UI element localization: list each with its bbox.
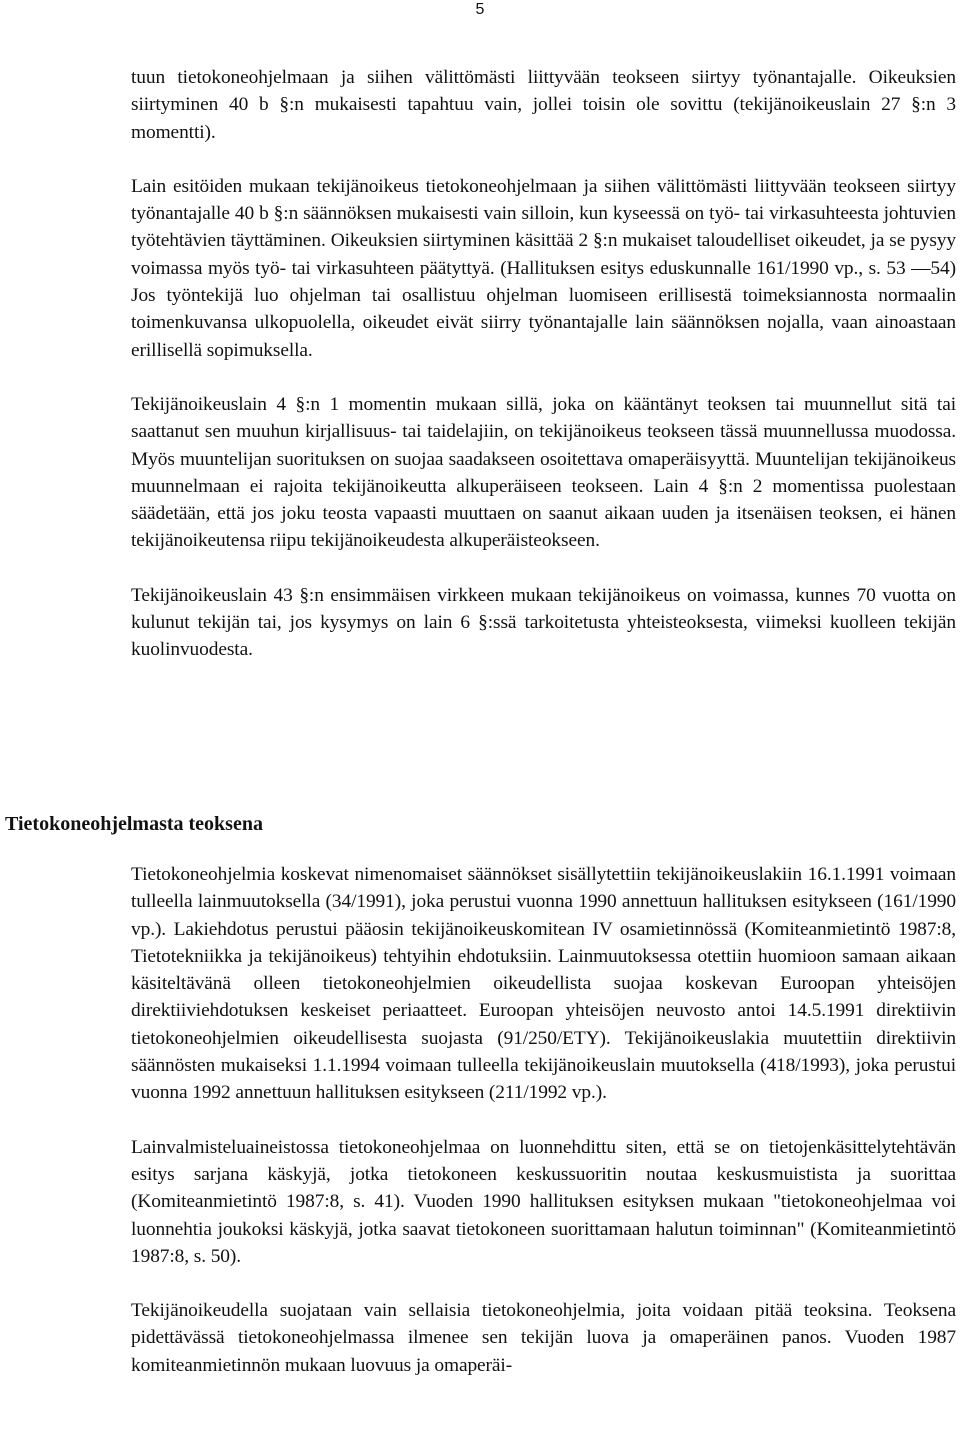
paragraph-1: tuun tietokoneohjelmaan ja siihen välittömästi liittyvään teokseen siirtyy työnantajalle. Oikeuksien siirtyminen 40 b §:n mukaisesti tapahtuu vain, jollei toisin ole sovittu (tekijänoikeuslain 27 §:n 3 momentti).	[131, 67, 956, 143]
paragraph-3: Tekijänoikeuslain 4 §:n 1 momentin mukaan sillä, joka on kääntänyt teoksen tai muunnellut sitä tai saattanut sen muuhun kirjallisuus- tai taidelajiin, on tekijänoikeus teokseen tässä muunnellussa muodossa. Myös muuntelijan suorituksen on suojaa saadakseen osoitettava omaperäisyyttä. Muuntelijan tekijänoikeus muunnelmaan ei rajoita tekijänoikeutta alkuperäiseen teokseen. Lain 4 §:n 2 momentissa puolestaan säädetään, että jos joku teosta vapaasti muuttaen on saanut aikaan uuden ja itsenäisen teoksen, ei hänen tekijänoikeutensa riipu tekijänoikeudesta alkuperäisteokseen.	[131, 393, 956, 552]
page-number: 5	[475, 1, 485, 18]
paragraph-2: Lain esitöiden mukaan tekijänoikeus tietokoneohjelmaan ja siihen välittömästi liittyvään teokseen siirtyy työnantajalle 40 b §:n säännöksen mukaisesti vain silloin, kun kyseessä on työ- tai virkasuhteesta johtuvien työtehtävien täyttäminen. Oikeuksien siirtyminen käsittää 2 §:n mukaiset taloudelliset oikeudet, ja se pysyy voimassa myös työ- tai virkasuhteen päätyttyä. (Hallituksen esitys eduskunnalle 161/1990 vp., s. 53 —54) Jos työntekijä luo ohjelman tai osallistuu ohjelman luomiseen erillisestä toimeksiannosta normaalin toimenkuvansa ulkopuolella, oikeudet eivät siirry työnantajalle lain säännöksen nojalla, vaan ainoastaan erillisellä sopimuksella.	[131, 175, 956, 361]
paragraph-6: Lainvalmisteluaineistossa tietokoneohjelmaa on luonnehdittu siten, että se on tietojenkäsittelytehtävän esitys sarjana käskyjä, jotka tietokoneen keskussuoritin noutaa keskusmuistista ja suorittaa (Komiteanmietintö 1987:8, s. 41). Vuoden 1990 hallituksen esityksen mukaan "tietokoneohjelmaa voi luonnehtia joukoksi käskyjä, jotka saavat tietokoneen suorittamaan halutun toiminnan" (Komiteanmietintö 1987:8, s. 50).	[131, 1136, 956, 1267]
paragraph-5: Tietokoneohjelmia koskevat nimenomaiset säännökset sisällytettiin tekijänoikeuslakiin 16.1.1991 voimaan tulleella lainmuutoksella (34/1991), joka perustui vuonna 1990 annettuun hallituksen esitykseen (161/1990 vp.). Lakiehdotus perustui pääosin tekijänoikeuskomitean IV osamietinnössä (Komiteanmietintö 1987:8, Tietotekniikka ja tekijänoikeus) tehtyihin ehdotuksiin. Lainmuutoksessa otettiin huomioon samaan aikaan käsiteltävänä olleen tietokoneohjelmien oikeudellista suojaa koskevan Euroopan yhteisöjen direktiiviehdotuksen keskeiset periaatteet. Euroopan yhteisöjen neuvosto antoi 14.5.1991 direktiivin tietokoneohjelmien oikeudellisesta suojasta (91/250/ETY). Tekijänoikeuslakia muutettiin direktiivin säännösten mukaiseksi 1.1.1994 voimaan tulleella tekijänoikeuslain muutoksella (418/1993), joka perustui vuonna 1992 annettuun hallituksen esitykseen (211/1992 vp.).	[131, 864, 956, 1104]
section-1-body	[131, 64, 956, 664]
section-heading: Tietokoneohjelmasta teoksena	[5, 813, 263, 835]
paragraph-7: Tekijänoikeudella suojataan vain sellaisia tietokoneohjelmia, joita voidaan pitää teoksina. Teoksena pidettävässä tietokoneohjelmassa ilmenee sen tekijän luova ja omaperäinen panos. Vuoden 1987 komiteanmietinnön mukaan luovuus ja omaperäi-	[131, 1300, 956, 1376]
paragraph-4: Tekijänoikeuslain 43 §:n ensimmäisen virkkeen mukaan tekijänoikeus on voimassa, kunnes 70 vuotta on kulunut tekijän tai, jos kysymys on lain 6 §:ssä tarkoitetusta yhteisteoksesta, viimeksi kuolleen tekijän kuolinvuodesta.	[131, 584, 956, 661]
section-2-body	[131, 861, 956, 1401]
